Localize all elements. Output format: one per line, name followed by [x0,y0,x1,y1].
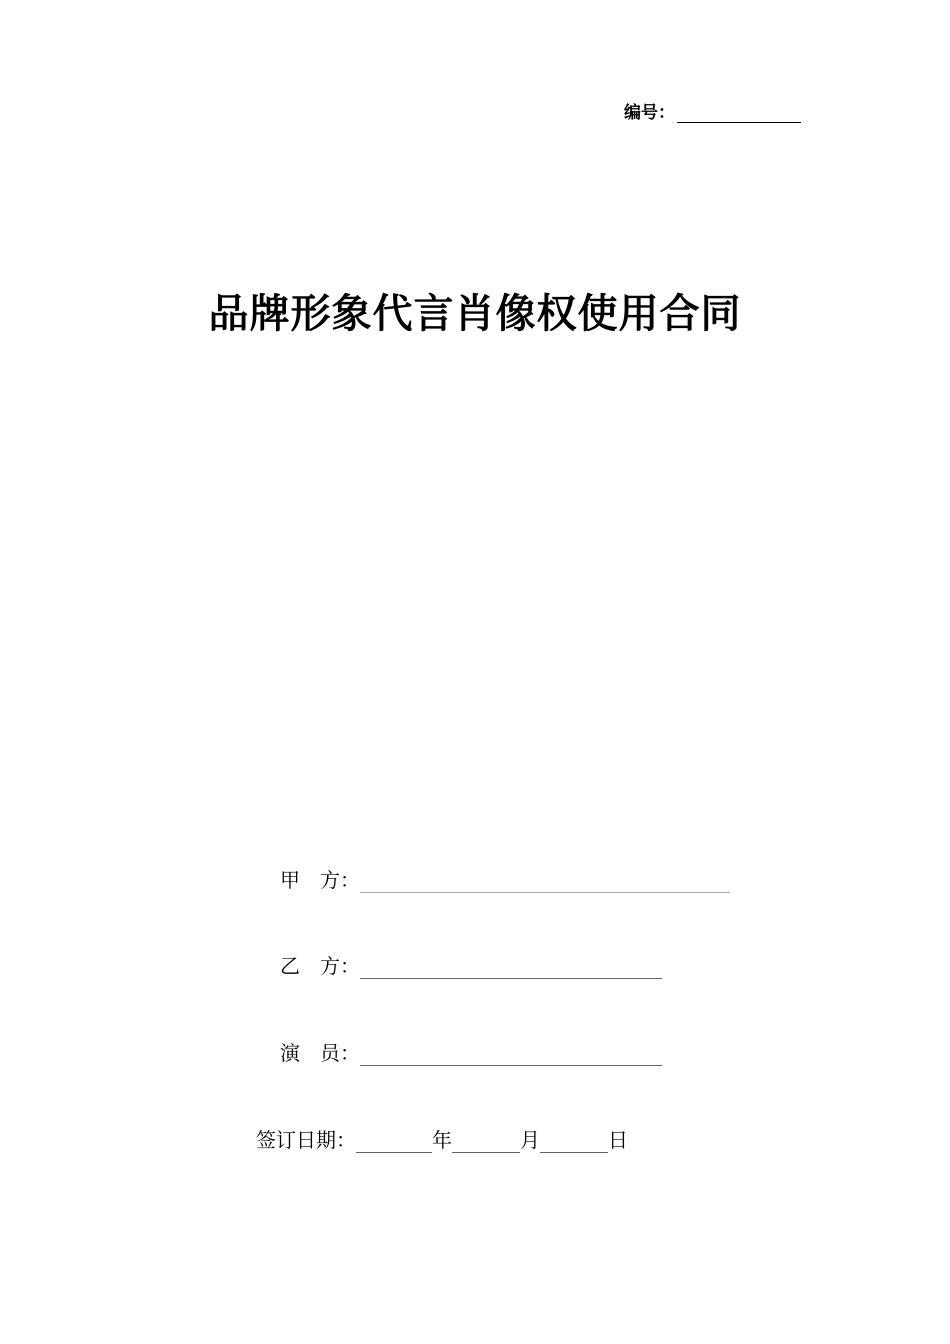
sign-date-label: 签订日期： [256,1128,356,1152]
contract-number-label: 编号： [624,103,675,123]
performer-field [280,1037,662,1066]
document-title: 品牌形象代言肖像权使用合同 [208,290,742,337]
sign-date-month-blank[interactable] [452,1128,520,1153]
sign-date-day-blank[interactable] [540,1128,608,1153]
contract-number-blank[interactable] [677,102,801,123]
party-b-field [280,950,662,979]
performer-label: 演 员： [280,1041,360,1065]
party-a-label: 甲 方： [280,868,360,892]
sign-date-day-label: 日 [608,1128,628,1152]
sign-date-month-label: 月 [520,1128,540,1152]
contract-number [624,98,801,123]
party-a-field [280,864,730,893]
party-b-blank[interactable] [360,954,662,979]
sign-date-year-blank[interactable] [356,1128,432,1153]
sign-date-field [256,1124,628,1153]
performer-blank[interactable] [360,1041,662,1066]
sign-date-year-label: 年 [432,1128,452,1152]
party-b-label: 乙 方： [280,954,360,978]
party-a-blank[interactable] [360,868,730,893]
